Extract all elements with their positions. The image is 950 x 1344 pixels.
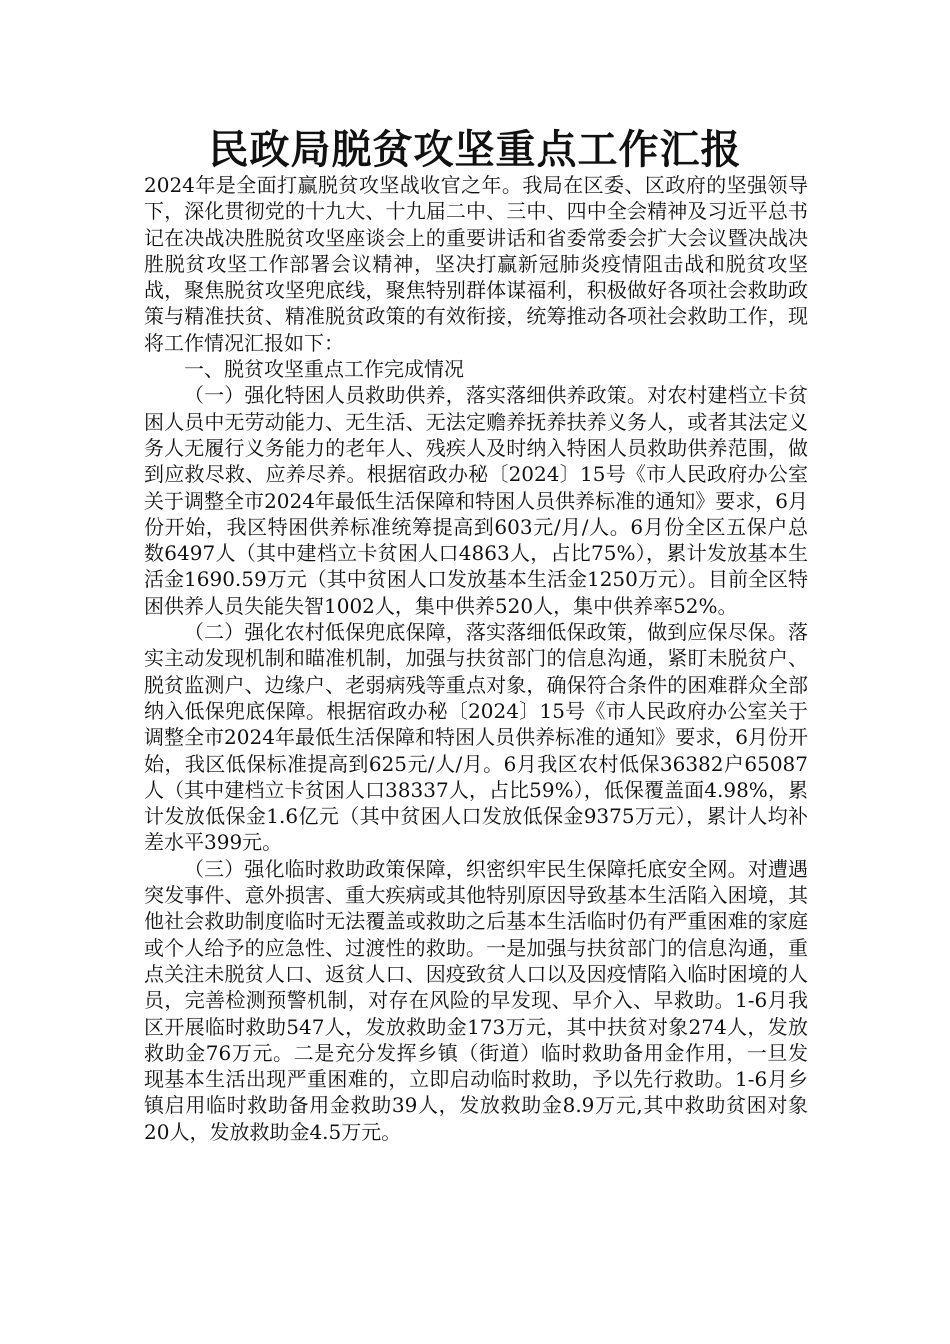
section-1-3-paragraph: （三）强化临时救助政策保障，织密织牢民生保障托底安全网。对遭遇突发事件、意外损害、重大疾病或其他特别原因导致基本生活陷入困境，其他社会救助制度临时无法覆盖或救助之后基本生活临时仍有严重困难的家庭或个人给予的应急性、过渡性的救助。一是加强与扶贫部门的信息沟通，重点关注未脱贫人口、返贫人口、因疫致贫人口以及因疫情陷入临时困境的人员，完善检测预警机制，对存在风险的早发现、早介入、早救助。1-6月我区开展临时救助547人，发放救助金173万元，其中扶贫对象274人，发放救助金76万元。二是充分发挥乡镇（街道）临时救助备用金作用，一旦发现基本生活出现严重困难的，立即启动临时救助，予以先行救助。1-6月乡镇启用临时救助备用金救助39人，发放救助金8.9万元,其中救助贫困对象20人，发放救助金4.5万元。 [144,856,808,1144]
document-body [144,172,808,1145]
section-1-1-paragraph: （一）强化特困人员救助供养，落实落细供养政策。对农村建档立卡贫困人员中无劳动能力、无生活、无法定赡养抚养扶养义务人，或者其法定义务人无履行义务能力的老年人、残疾人及时纳入特困人员救助供养范围，做到应救尽救、应养尽养。根据宿政办秘〔2024〕15号《市人民政府办公室关于调整全市2024年最低生活保障和特困人员供养标准的通知》要求，6月份开始，我区特困供养标准统筹提高到603元/月/人。6月份全区五保户总数6497人（其中建档立卡贫困人口4863人，占比75%），累计发放基本生活金1690.59万元（其中贫困人口发放基本生活金1250万元）。目前全区特困供养人员失能失智1002人，集中供养520人，集中供养率52%。 [144,383,808,618]
section-heading-1: 一、脱贫攻坚重点工作完成情况 [184,357,464,382]
document-title: 民政局脱贫攻坚重点工作汇报 [208,127,742,173]
intro-paragraph: 2024年是全面打赢脱贫攻坚战收官之年。我局在区委、区政府的坚强领导下，深化贯彻党的十九大、十九届二中、三中、四中全会精神及习近平总书记在决战决胜脱贫攻坚座谈会上的重要讲话和省委常委会扩大会议暨决战决胜脱贫攻坚工作部署会议精神，坚决打赢新冠肺炎疫情阻击战和脱贫攻坚战，聚焦脱贫攻坚兜底线，聚焦特别群体谋福利，积极做好各项社会救助政策与精准扶贫、精准脱贫政策的有效衔接，统筹推动各项社会救助工作，现将工作情况汇报如下： [144,173,808,355]
section-1-2-paragraph: （二）强化农村低保兜底保障，落实落细低保政策，做到应保尽保。落实主动发现机制和瞄准机制，加强与扶贫部门的信息沟通，紧盯未脱贫户、脱贫监测户、边缘户、老弱病残等重点对象，确保符合条件的困难群众全部纳入低保兜底保障。根据宿政办秘〔2024〕15号《市人民政府办公室关于调整全市2024年最低生活保障和特困人员供养标准的通知》要求，6月份开始，我区低保标准提高到625元/人/月。6月我区农村低保36382户65087人（其中建档立卡贫困人口38337人，占比59%），低保覆盖面4.98%，累计发放低保金1.6亿元（其中贫困人口发放低保金9375万元），累计人均补差水平399元。 [144,620,808,855]
